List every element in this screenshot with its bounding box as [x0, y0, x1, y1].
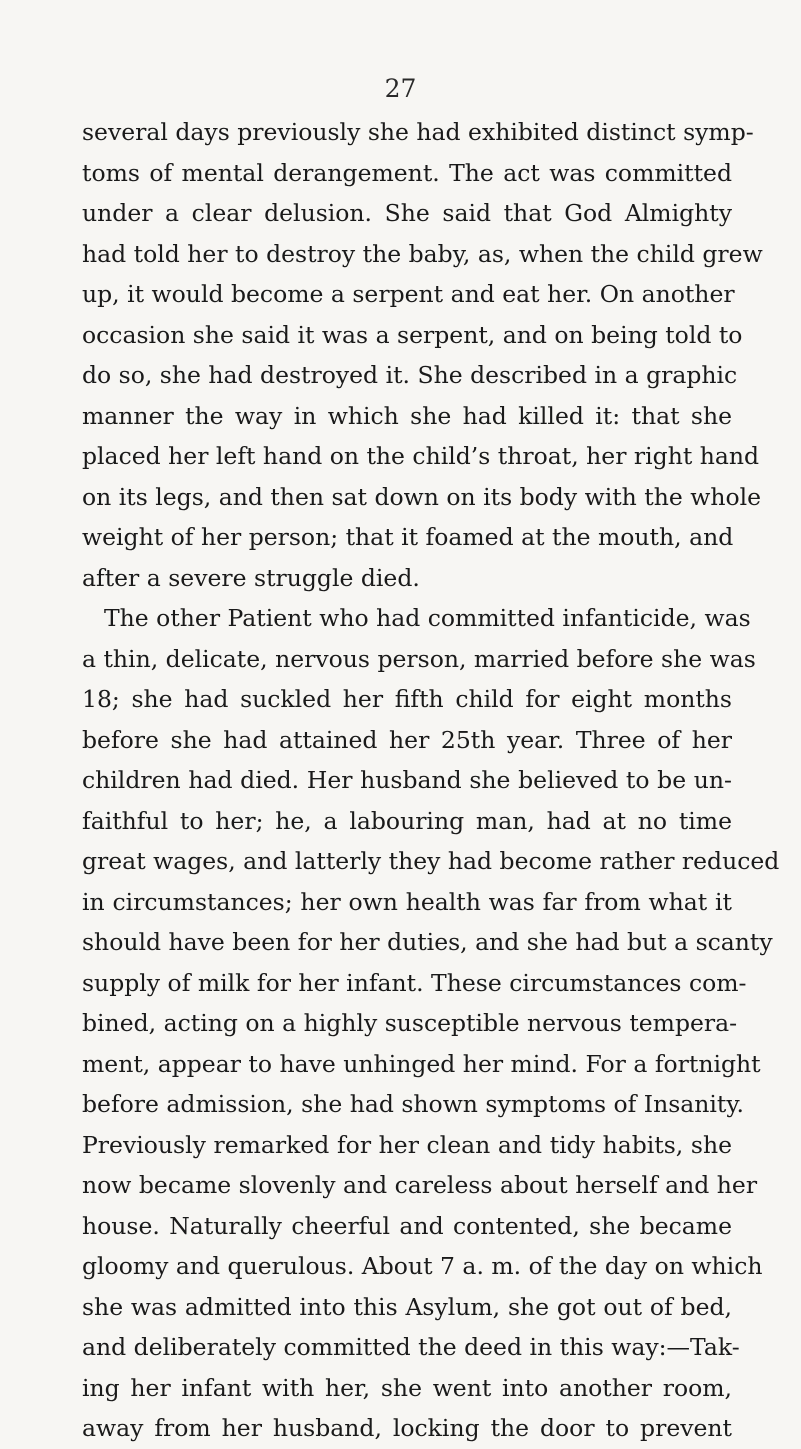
- text-line: placed her left hand on the child’s throat, her right hand: [82, 442, 760, 470]
- text-line: several days previously she had exhibited distinct symp-: [82, 118, 754, 146]
- text-line: up, it would become a serpent and eat her. On another: [82, 280, 735, 308]
- text-line: away from her husband, locking the door to prevent: [82, 1414, 732, 1442]
- text-line: house. Naturally cheerful and contented, she became: [82, 1211, 732, 1240]
- text-line: in circumstances; her own health was far from what it: [82, 887, 732, 916]
- text-line: manner the way in which she had killed it: that she: [82, 401, 732, 430]
- text-line: occasion she said it was a serpent, and on being told to: [82, 320, 743, 349]
- text-line: before she had attained her 25th year. Three of her: [82, 725, 732, 754]
- text-line: do so, she had destroyed it. She described in a graphic: [82, 361, 738, 389]
- paragraph-start-line: The other Patient who had committed infanticide, was: [104, 604, 751, 632]
- text-line: Previously remarked for her clean and tidy habits, she: [82, 1130, 732, 1159]
- text-line: supply of milk for her infant. These circumstances com-: [82, 968, 747, 997]
- paragraph-end-line: after a severe struggle died.: [82, 563, 420, 592]
- text-line: bined, acting on a highly susceptible nervous tempera-: [82, 1009, 738, 1037]
- text-line: a thin, delicate, nervous person, married before she was: [82, 644, 756, 673]
- text-line: ing her infant with her, she went into another room,: [82, 1373, 732, 1402]
- text-line: 18; she had suckled her fifth child for eight months: [82, 685, 732, 713]
- text-line: weight of her person; that it foamed at the mouth, and: [82, 523, 734, 551]
- text-line: great wages, and latterly they had become rather reduced: [82, 847, 780, 875]
- text-line: now became slovenly and careless about herself and her: [82, 1171, 758, 1199]
- text-line: had told her to destroy the baby, as, when the child grew: [82, 239, 763, 268]
- text-line: she was admitted into this Asylum, she got out of bed,: [82, 1292, 732, 1321]
- text-line: ment, appear to have unhinged her mind. For a fortnight: [82, 1049, 761, 1078]
- text-line: on its legs, and then sat down on its body with the whole: [82, 482, 762, 511]
- text-line: children had died. Her husband she believed to be un-: [82, 766, 732, 794]
- text-line: gloomy and querulous. About 7 a. m. of the day on which: [82, 1252, 763, 1280]
- text-line: should have been for her duties, and she had but a scanty: [82, 928, 773, 956]
- text-line: and deliberately committed the deed in this way:—Tak-: [82, 1333, 740, 1361]
- text-line: under a clear delusion. She said that God Almighty: [82, 199, 732, 227]
- text-line: toms of mental derangement. The act was committed: [82, 158, 732, 187]
- page-number: 27: [384, 74, 417, 103]
- body-text: [82, 112, 780, 1449]
- text-line: before admission, she had shown symptoms of Insanity.: [82, 1090, 745, 1118]
- text-line: faithful to her; he, a labouring man, had at no time: [82, 806, 732, 835]
